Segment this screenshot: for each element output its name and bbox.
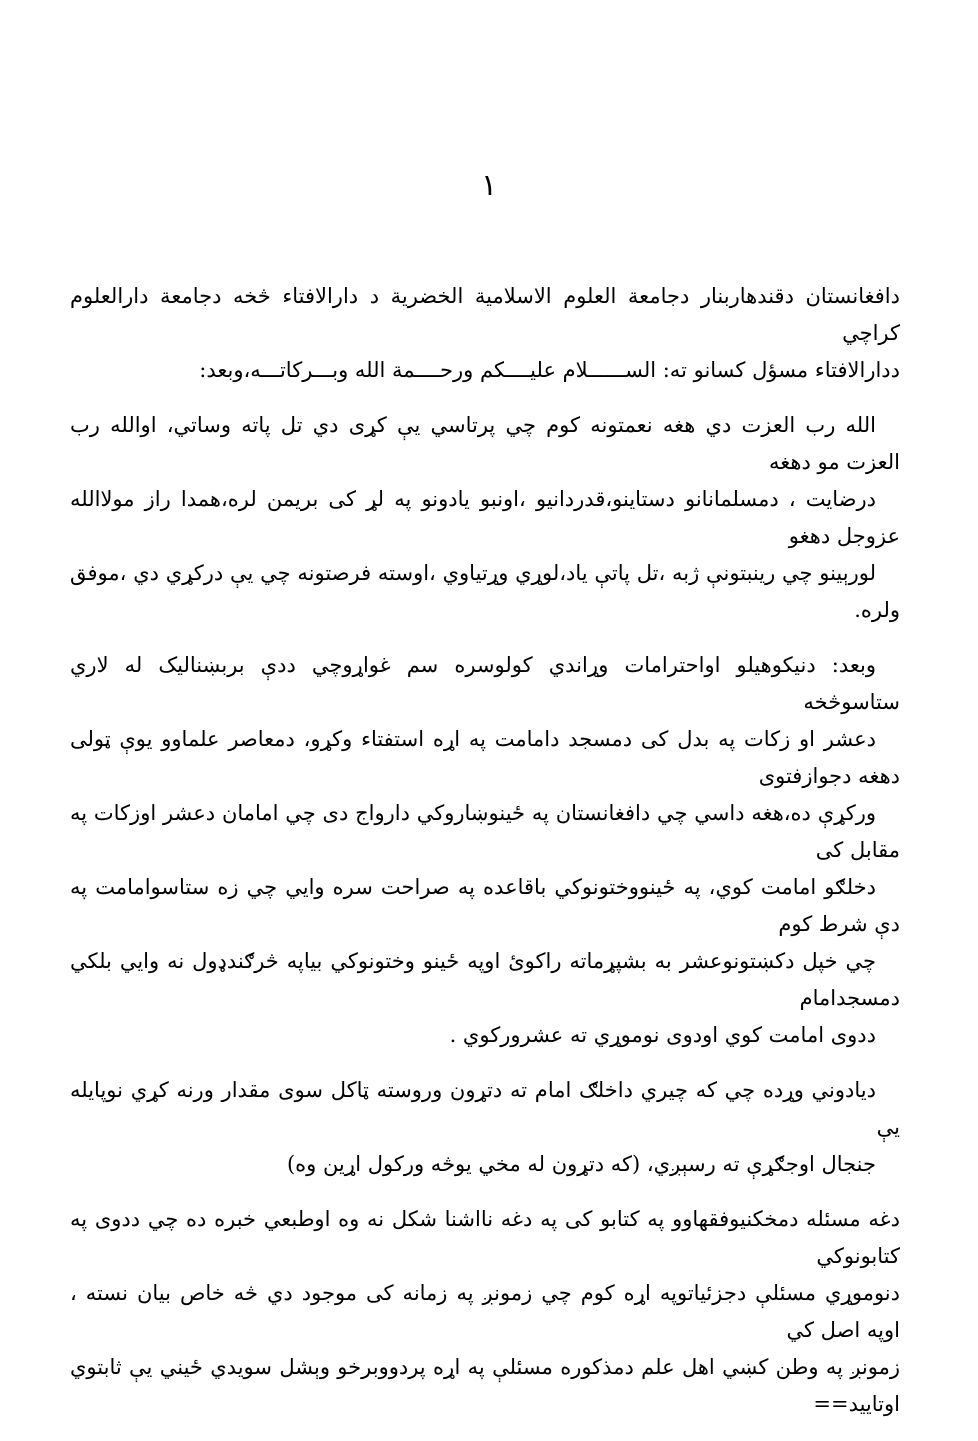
text-line: دافغانستان دقندهاربنار دجامعة العلوم الاسلامية الخضرية د دارالافتاء څخه دجامعة دارالعلوم کراچي <box>70 284 900 345</box>
text-line: ددوی امامت کوي اودوی نوموړي ته عشرورکوي . <box>449 1023 876 1047</box>
document-body <box>70 278 900 1441</box>
text-line: الله رب العزت دي هغه نعمتونه کوم چي پرتاسي یې کړی دي تل پاته وساتي، اوالله رب العزت مو دهغه <box>70 413 900 474</box>
greeting-paragraph <box>70 278 900 389</box>
text-line: دعشر او زکات په بدل کی دمسجد دامامت په اړه استفتاء وکړو، دمعاصر علماوو یوې ټولی دهغه دجوازفتوی <box>70 727 900 788</box>
page-number: ١ <box>480 168 498 203</box>
text-line: دیادوني وړده چي که چیري داخلګ امام ته دتړون وروسته ټاکل سوی مقدار ورنه کړي نوپایله یې <box>70 1078 900 1139</box>
text-line: وبعد: دنیکوهیلو اواحترامات وړاندي کولوسره سم غواړوچي ددې بربښنالیک له لاري ستاسوڅخه <box>70 653 900 714</box>
prayer-paragraph <box>70 407 900 629</box>
note-paragraph <box>70 1072 900 1183</box>
text-line: دخلګو امامت کوي، په ځینووختونوکي باقاعده په صراحت سره وایي چي زه ستاسوامامت په دې شرط کوم <box>70 875 900 936</box>
text-line: دغه مسئله دمخکنیوفقهاوو په کتابو کی په دغه نااشنا شکل نه وه اوطبعي خبره ده چي ددوی په کتابونوکي <box>70 1207 900 1268</box>
text-line: چي خپل دکښتونوعشر به بشپړماته راکوئ اوپه ځینو وختونوکي بیاپه څرګندډول نه وایي بلکي دمسجدامام <box>70 949 900 1010</box>
text-line: دنوموړي مسئلې دجزئیاتوپه اړه کوم چي زمونږ په زمانه کی موجود دي څه خاص بیان نسته ، اوپه اصل کي <box>70 1281 900 1342</box>
text-line: ددارالافتاء مسؤل کسانو ته: الســــــلام علیــــکم ورحــــمة الله وبـــرکاتـــه،وبعد: <box>199 358 900 382</box>
text-line: زمونږ په وطن کښي اهل علم دمذکوره مسئلې په اړه پردووبرخو وېشل سویدي ځیني یې ثابتوي اوتایید== <box>70 1355 900 1416</box>
question-paragraph <box>70 647 900 1054</box>
text-line: درضایت ، دمسلمانانو دستاینو،قدردانیو ،اونبو یادونو په لړ کی بریمن لره،همدا راز مولاالله عزوجل دهغو <box>70 487 900 548</box>
text-line: جنجال اوجګړې ته رسېږي، (که دتړون له مخي یوڅه ورکول اړین وه) <box>286 1152 876 1176</box>
issue-paragraph <box>70 1201 900 1423</box>
text-line: لورېینو چي رینبتونې ژبه ،تل پاتې یاد،لوړي وړتیاوي ،اوسته فرصتونه چي یې درکړي دي ،موفق ولره. <box>70 561 900 622</box>
text-line: ورکړې ده،هغه داسي چي دافغانستان په ځینوښاروکي دارواج دی چي امامان دعشر اوزکات په مقابل کی <box>70 801 900 862</box>
